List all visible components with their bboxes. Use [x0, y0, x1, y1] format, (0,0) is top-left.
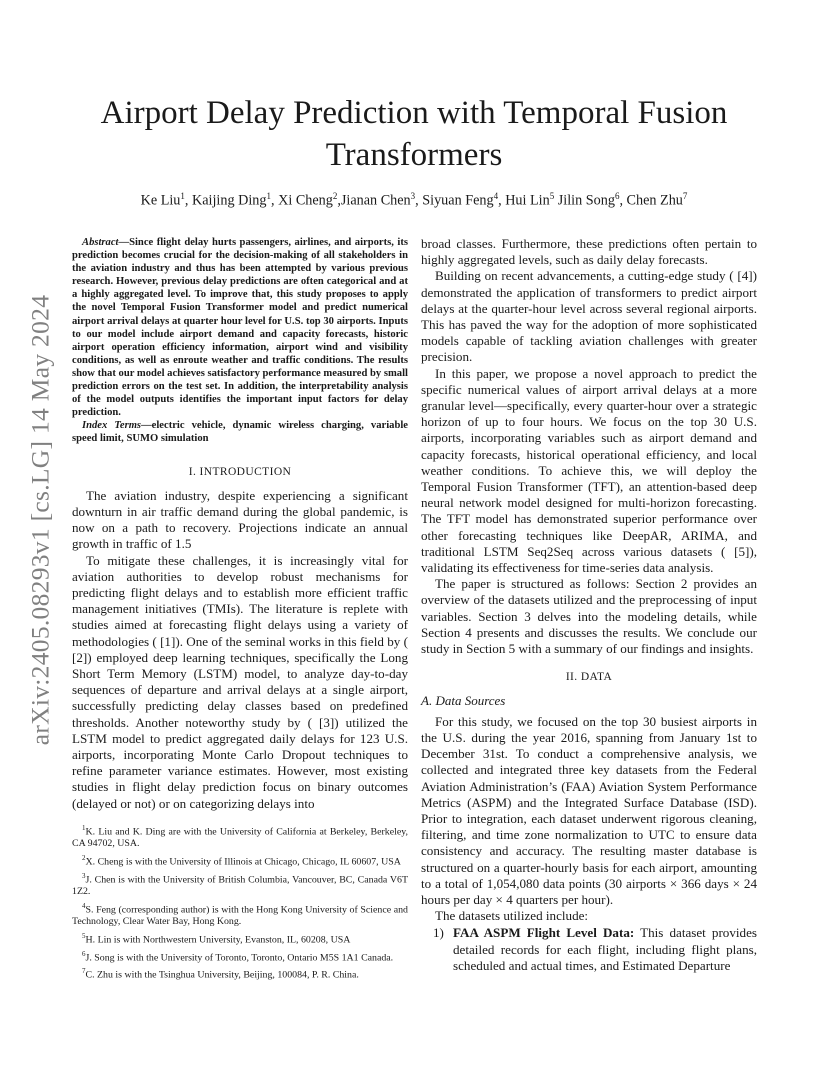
footnote-text: J. Chen is with the University of British Columbia, Vancouver, BC, Canada V6T 1Z2.: [72, 873, 408, 898]
affiliation-mark: 1: [266, 191, 271, 201]
footnote-text: S. Feng (corresponding author) is with the Hong Kong University of Science and Technology, Clear Water Bay, Hong Kong.: [72, 903, 408, 928]
author-separator: ,: [498, 192, 506, 209]
author-name: Jilin Song: [557, 192, 615, 209]
author-name: Hui Lin: [505, 192, 550, 209]
author-name: Jianan Chen: [340, 192, 411, 209]
footnote-mark: 3: [82, 871, 86, 880]
author-name: Siyuan Feng: [422, 192, 494, 209]
left-column: [72, 236, 408, 983]
author-separator: ,: [619, 192, 627, 209]
footnote-mark: 4: [82, 901, 86, 910]
author-name: Ke Liu: [140, 192, 181, 209]
affiliation-mark: 2: [332, 191, 338, 201]
footnote-mark: 5: [82, 931, 86, 940]
footnote: [72, 930, 408, 947]
intro-paragraph: The aviation industry, despite experiencing a significant downturn in air traffic demand during the global pandemic, is now on a path to recovery. Projections indicate an annual growth in traffic of 1.5: [72, 487, 408, 552]
footnote: [72, 852, 408, 869]
footnote-text: X. Cheng is with the University of Illinois at Chicago, Chicago, IL 60607, USA: [85, 856, 401, 868]
intro-paragraph: broad classes. Furthermore, these predictions often pertain to highly aggregated levels, such as daily delay forecasts.: [421, 236, 757, 268]
abstract: [72, 236, 408, 419]
footnote-mark: 6: [82, 949, 86, 958]
intro-paragraph: Building on recent advancements, a cutting-edge study ( [4]) demonstrated the application of transformers to predict airport delays at the quarter-hour level across several regional airports. This has paved the way for the adoption of more sophisticated models capable of tackling aviation challenges with greater precision.: [421, 268, 757, 365]
author-separator: ,: [337, 192, 341, 209]
list-item-description: This dataset provides detailed records for each flight, including flight plans, scheduled and actual times, and Estimated Departure: [453, 925, 757, 973]
author-name: Chen Zhu: [626, 192, 683, 209]
intro-paragraph: In this paper, we propose a novel approach to predict the specific numerical values of airport arrival delays at a more granular level—specifically, every quarter-hour over a strategic horizon of up to four hours. We focus on the top 30 U.S. airports, incorporating variables such as airport demand and capacity forecasts, historical operational efficiency, and local weather conditions. To achieve this, we will deploy the Temporal Fusion Transformer (TFT), an attention-based deep neural network model designed for multi-horizon forecasting. The TFT model has demonstrated superior performance over other forecasting techniques like DeepAR, ARIMA, and traditional LSTM Seq2Seq across various datasets ( [5]), validating its effectiveness for time-series data analysis.: [421, 365, 757, 576]
author-list: [60, 186, 768, 211]
affiliation-mark: 6: [614, 191, 620, 201]
affiliation-mark: 7: [682, 191, 688, 201]
author-separator: ,: [184, 192, 192, 209]
intro-paragraph: To mitigate these challenges, it is increasingly vital for aviation authorities to develop robust mechanisms for predicting flight delays and to establish more efficient traffic management initiatives (TMIs). The literature is replete with studies aimed at forecasting flight delays using a variety of methodologies ( [1]). One of the seminal works in this field by ( [2]) employed deep learning techniques, specifically the Long Short Term Memory (LSTM) model, to analyze day-to-day sequences of departure and arrival delays at a single airport, successfully predicting delay classes based on predefined thresholds. Another noteworthy study by ( [3]) utilized the LSTM model to predict aggregated daily delays for 123 U.S. airports, incorporating Monte Carlo Dropout techniques to refine parameter variance estimates. However, most existing studies in flight delay prediction focus on binary outcomes (delayed or not) or on categorizing delays into: [72, 552, 408, 811]
list-item: [421, 925, 757, 974]
section-heading-introduction: I. INTRODUCTION: [188, 465, 292, 478]
author-name: Xi Cheng: [278, 192, 333, 209]
data-paragraph: For this study, we focused on the top 30 busiest airports in the U.S. during the year 2016, spanning from January 1st to December 31st. To conduct a comprehensive analysis, we collected and integrated three key datasets from the Federal Aviation Administration’s (FAA) Aviation System Performance Metrics (ASPM) and the Integrated Surface Database (ISD). Prior to integration, each dataset underwent rigorous cleaning, filtering, and time zone normalization to UTC to ensure data consistency and accuracy. The resulting master database is structured on a quarter-hourly basis for each airport, amounting to a total of 1,054,080 data points (30 airports × 366 days × 24 hours per day × 4 quarters per hour).: [421, 713, 757, 907]
right-column: [421, 236, 757, 974]
affiliation-mark: 5: [549, 191, 555, 201]
affiliation-mark: 3: [410, 191, 416, 201]
footnote-text: J. Song is with the University of Toronto, Toronto, Ontario M5S 1A1 Canada.: [85, 951, 394, 963]
arxiv-identifier: arXiv:2405.08293v1 [cs.LG] 14 May 2024: [25, 294, 55, 746]
author-name: Kaijing Ding: [192, 192, 267, 209]
abstract-label: Abstract: [82, 237, 119, 248]
arxiv-identifier-margin: [20, 280, 60, 760]
data-paragraph: The datasets utilized include:: [435, 908, 589, 924]
index-terms-label: Index Terms: [82, 420, 142, 432]
subsection-heading-data-sources: A. Data Sources: [421, 693, 506, 709]
list-item-text: [453, 925, 757, 974]
footnote: [72, 948, 408, 965]
affiliation-mark: 1: [180, 191, 185, 201]
footnote: [72, 900, 408, 929]
affiliation-footnotes: [72, 822, 408, 982]
footnote-mark: 7: [82, 967, 86, 976]
paper-title: Airport Delay Prediction with Temporal Fusion Transformers: [100, 95, 728, 173]
list-item-number: 1): [433, 925, 444, 941]
footnote-text: H. Lin is with Northwestern University, Evanston, IL, 60208, USA: [85, 934, 351, 946]
footnote-text: C. Zhu is with the Tsinghua University, Beijing, 100084, P. R. China.: [85, 969, 359, 981]
abstract-text: —Since flight delay hurts passengers, airlines, and airports, its prediction becomes crucial for the decision-making of all stakeholders in the aviation industry and thus has been attempted by various previous research. However, previous delay predictions are often categorical and at a highly aggregated level. To improve that, this study proposes to apply the novel Temporal Fusion Transformer model and predict numerical airport arrival delays at quarter hour level for U.S. top 30 airports. Inputs to our model include airport demand and capacity forecasts, historic airport operation efficiency information, airport wind and visibility conditions, as well as enroute weather and traffic conditions. The results show that our model achieves satisfactory performance measured by small prediction errors on the test set. In addition, the interpretability analysis of the model outputs identifies the important input factors for delay prediction.: [72, 237, 408, 419]
footnote: [72, 965, 408, 982]
footnote-mark: 1: [82, 823, 86, 832]
footnote: [72, 870, 408, 899]
intro-paragraph: The paper is structured as follows: Section 2 provides an overview of the datasets utilized and the preprocessing of input variables. Section 3 delves into the modeling details, while Section 4 presents and discusses the results. We conclude our study in Section 5 with a summary of our findings and insights.: [421, 576, 757, 657]
footnote: [72, 822, 408, 851]
index-terms-text: —electric vehicle, dynamic wireless charging, variable speed limit, SUMO simulation: [72, 420, 408, 445]
footnote-text: K. Liu and K. Ding are with the University of California at Berkeley, Berkeley, CA 94702, USA.: [72, 826, 408, 850]
section-heading-data: II. DATA: [565, 671, 613, 684]
author-separator: ,: [415, 192, 423, 209]
index-terms: [72, 419, 408, 445]
affiliation-mark: 4: [493, 191, 499, 201]
list-item-term: FAA ASPM Flight Level Data:: [453, 925, 635, 941]
author-separator: ,: [270, 192, 279, 209]
footnote-mark: 2: [82, 853, 86, 862]
